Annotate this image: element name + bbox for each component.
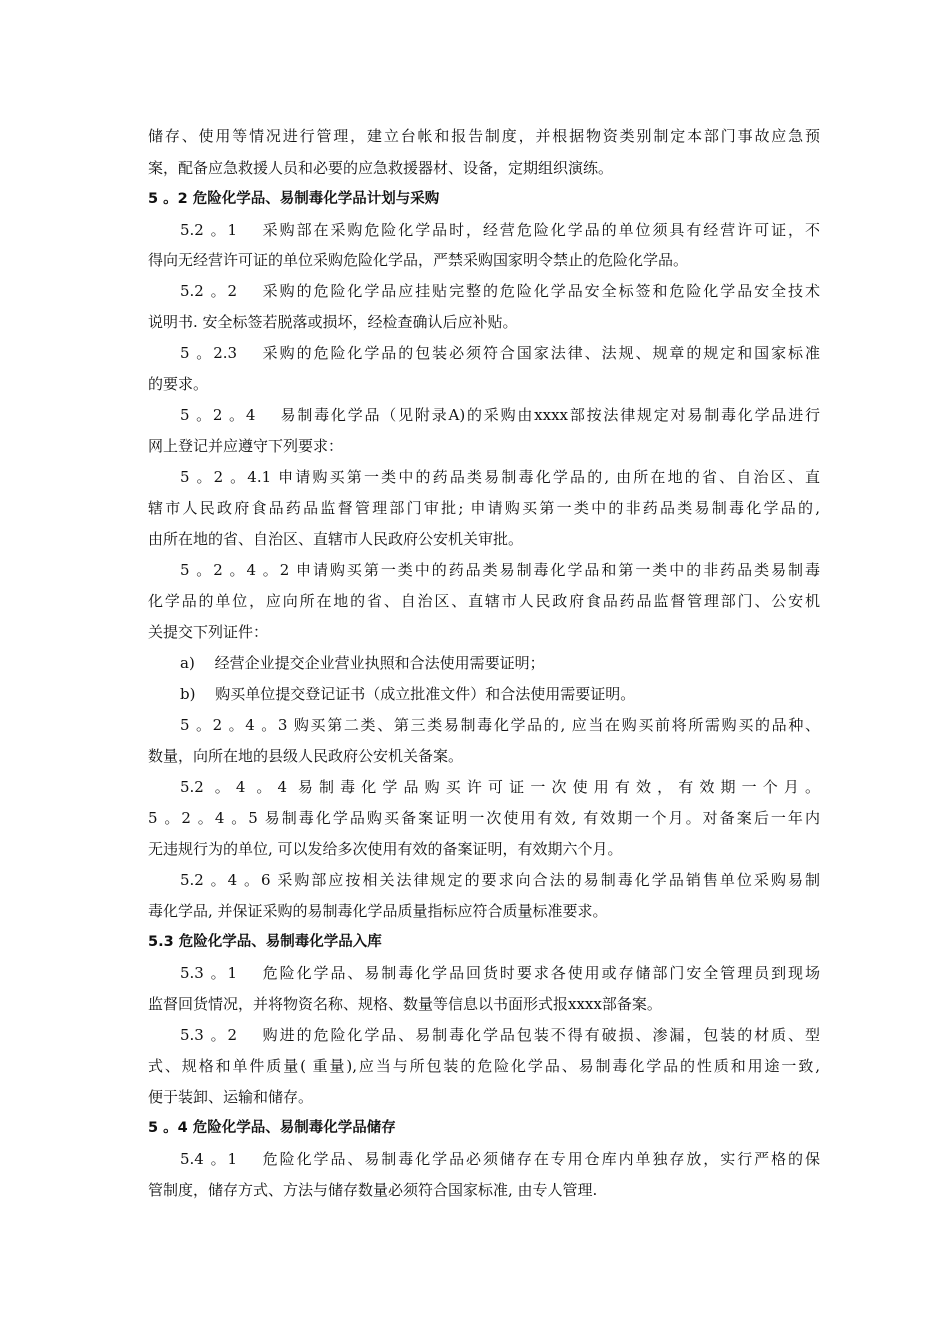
body-line: 数量，向所在地的县级人民政府公安机关备案。 [148,747,464,765]
paragraph-line: 5.3 。2 购进的危险化学品、易制毒化学品包装不得有破损、渗漏，包装的材质、型 [180,1026,820,1044]
body-line: 监督回货情况，并将物资名称、规格、数量等信息以书面形式报xxxx部备案。 [148,995,662,1013]
section-heading: 5 。2 危险化学品、易制毒化学品计划与采购 [148,191,440,207]
body-line: 辖市人民政府食品药品监督管理部门审批; 申请购买第一类中的非药品类易制毒化学品的, [148,499,820,517]
body-line: 案，配备应急救援人员和必要的应急救援器材、设备，定期组织演练。 [148,159,614,177]
paragraph-line: 5.3 。1 危险化学品、易制毒化学品回货时要求各使用或存储部门安全管理员到现场 [180,964,820,982]
body-line: 毒化学品, 并保证采购的易制毒化学品质量指标应符合质量标准要求。 [148,902,608,920]
paragraph-line: 5.2 。4 。4 易制毒化学品购买许可证一次使用有效，有效期一个月。 [180,778,820,796]
body-line: 5 。2 。4 。5 易制毒化学品购买备案证明一次使用有效, 有效期一个月。对备案后一年内 [148,809,820,827]
paragraph-line: 5.2 。2 采购的危险化学品应挂贴完整的危险化学品安全标签和危险化学品安全技术 [180,282,820,300]
body-line: 储存、使用等情况进行管理，建立台帐和报告制度，并根据物资类别制定本部门事故应急预 [148,127,820,145]
body-line: 无违规行为的单位, 可以发给多次使用有效的备案证明，有效期六个月。 [148,840,623,858]
body-line: 说明书. 安全标签若脱落或损坏，经检查确认后应补贴。 [148,313,518,331]
body-line: 管制度，储存方式、方法与储存数量必须符合国家标准, 由专人管理. [148,1181,598,1199]
body-line: 的要求。 [148,375,209,393]
body-line: 化学品的单位，应向所在地的省、自治区、直辖市人民政府食品药品监督管理部门、公安机 [148,592,820,610]
paragraph-line: 5 。2 。4.1 申请购买第一类中的药品类易制毒化学品的, 由所在地的省、自治区、直 [180,468,820,486]
list-item: b) 购买单位提交登记证书（成立批准文件）和合法使用需要证明。 [180,685,636,703]
paragraph-line: 5 。2 。4 易制毒化学品（见附录A)的采购由xxxx部按法律规定对易制毒化学品进行 [180,406,820,424]
paragraph-line: 5 。2 。4 。3 购买第二类、第三类易制毒化学品的, 应当在购买前将所需购买的品种、 [180,716,820,734]
section-heading: 5 。4 危险化学品、易制毒化学品储存 [148,1120,396,1136]
body-line: 网上登记并应遵守下列要求： [148,437,344,455]
section-heading: 5.3 危险化学品、易制毒化学品入库 [148,934,382,950]
body-line: 关提交下列证件： [148,623,269,641]
paragraph-line: 5 。2.3 采购的危险化学品的包装必须符合国家法律、法规、规章的规定和国家标准 [180,344,820,362]
paragraph-line: 5 。2 。4 。2 申请购买第一类中的药品类易制毒化学品和第一类中的非药品类易制毒 [180,561,820,579]
paragraph-line: 5.4 。1 危险化学品、易制毒化学品必须储存在专用仓库内单独存放，实行严格的保 [180,1150,820,1168]
body-line: 得向无经营许可证的单位采购危险化学品，严禁采购国家明令禁止的危险化学品。 [148,251,689,269]
paragraph-line: 5.2 。4 。6 采购部应按相关法律规定的要求向合法的易制毒化学品销售单位采购易制 [180,871,820,889]
paragraph-line: 5.2 。1 采购部在采购危险化学品时，经营危险化学品的单位须具有经营许可证，不 [180,221,820,239]
body-line: 由所在地的省、自治区、直辖市人民政府公安机关审批。 [148,530,524,548]
list-item: a) 经营企业提交企业营业执照和合法使用需要证明； [180,654,545,672]
body-line: 便于装卸、运输和储存。 [148,1088,314,1106]
body-line: 式、规格和单件质量( 重量),应当与所包装的危险化学品、易制毒化学品的性质和用途一致, [148,1057,820,1075]
